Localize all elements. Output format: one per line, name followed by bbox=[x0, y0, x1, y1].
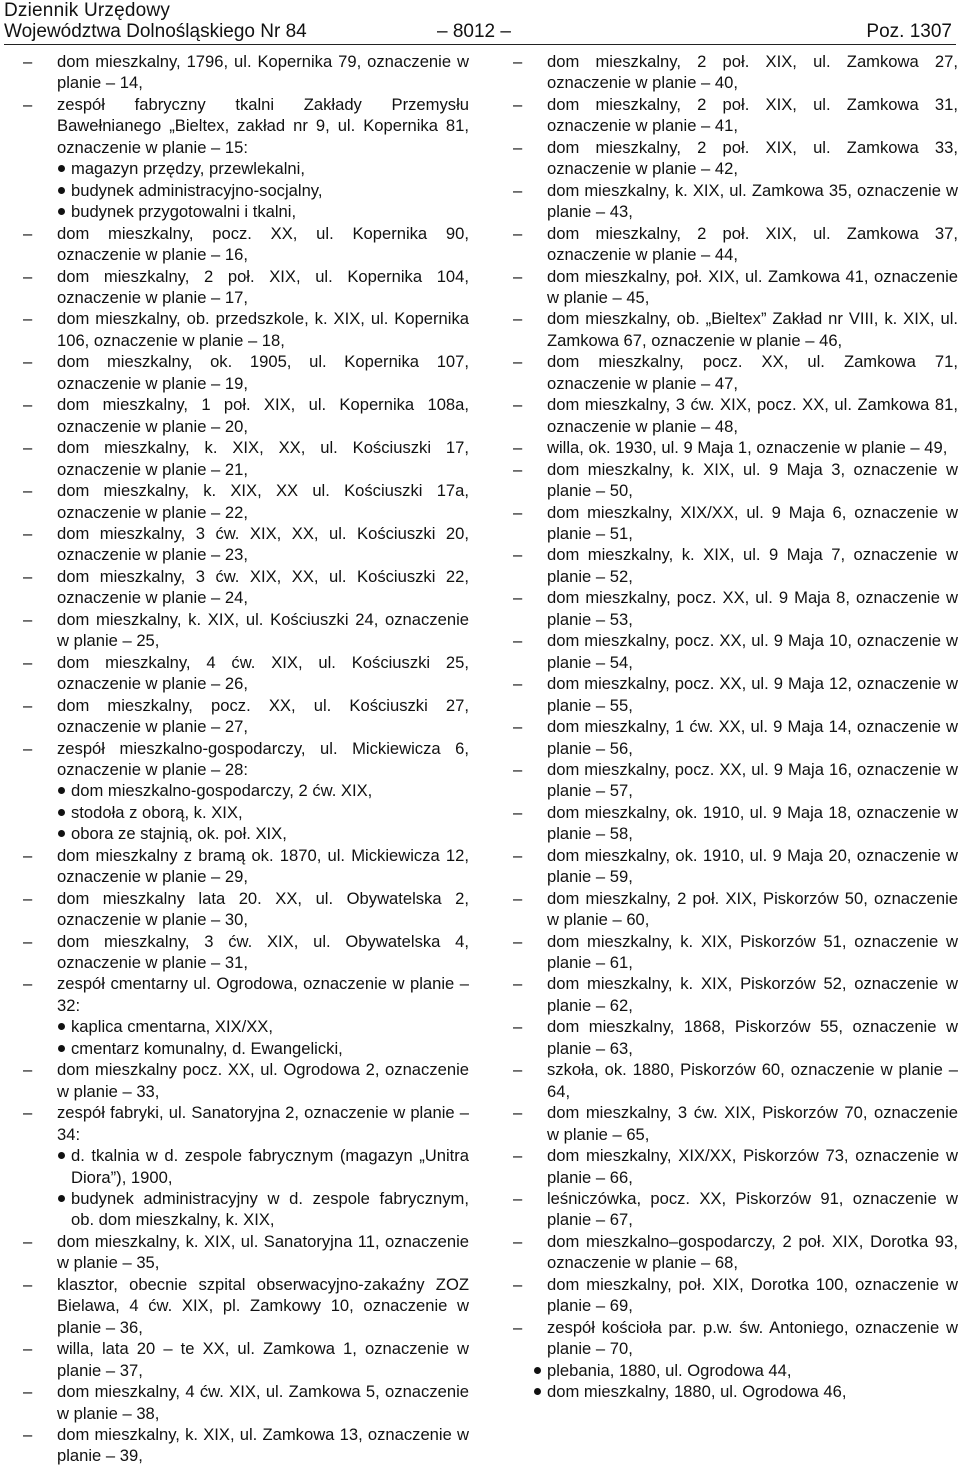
list-item: – dom mieszkalny, 3 ćw. XIX, Piskorzów 70, oznaczenie w planie – 65, bbox=[513, 1102, 958, 1145]
right-column bbox=[513, 51, 958, 1403]
list-item: – willa, ok. 1930, ul. 9 Maja 1, oznaczenie w planie – 49, bbox=[513, 437, 958, 458]
list-item: – dom mieszkalny, 1 poł. XIX, ul. Kopernika 108a, oznaczenie w planie – 20, bbox=[23, 394, 469, 437]
list-item: – zespół fabryczny tkalni Zakłady Przemysłu Bawełnianego „Bieltex, zakład nr 9, ul. Kopernika 81, oznaczenie w planie – 15: bbox=[23, 94, 469, 158]
list-item: – dom mieszkalny, k. XIX, ul. 9 Maja 3, oznaczenie w planie – 50, bbox=[513, 459, 958, 502]
page-number: – 8012 – bbox=[437, 21, 511, 42]
list-item: – dom mieszkalny, 2 poł. XIX, ul. Zamkowa 27, oznaczenie w planie – 40, bbox=[513, 51, 958, 94]
sub-list-item: budynek administracyjno-socjalny, bbox=[57, 180, 469, 201]
list-item: – zespół kościoła par. p.w. św. Antoniego, oznaczenie w planie – 70, bbox=[513, 1317, 958, 1360]
list-item: – dom mieszkalny, 3 ćw. XIX, XX, ul. Kościuszki 20, oznaczenie w planie – 23, bbox=[23, 523, 469, 566]
list-item: – dom mieszkalny, 2 poł. XIX, Piskorzów 50, oznaczenie w planie – 60, bbox=[513, 888, 958, 931]
journal-region: Województwa Dolnośląskiego Nr 84 bbox=[4, 21, 307, 42]
list-item: – zespół fabryki, ul. Sanatoryjna 2, oznaczenie w planie – 34: bbox=[23, 1102, 469, 1145]
sub-list-item: plebania, 1880, ul. Ogrodowa 44, bbox=[533, 1360, 958, 1381]
list-item: – dom mieszkalny, XIX/XX, ul. 9 Maja 6, oznaczenie w planie – 51, bbox=[513, 502, 958, 545]
list-item: – dom mieszkalny, 1796, ul. Kopernika 79, oznaczenie w planie – 14, bbox=[23, 51, 469, 94]
list-item: – dom mieszkalny, 2 poł. XIX, ul. Zamkowa 37, oznaczenie w planie – 44, bbox=[513, 223, 958, 266]
list-item: – dom mieszkalny, 2 poł. XIX, ul. Kopernika 104, oznaczenie w planie – 17, bbox=[23, 266, 469, 309]
list-item: – dom mieszkalny, 4 ćw. XIX, ul. Zamkowa 5, oznaczenie w planie – 38, bbox=[23, 1381, 469, 1424]
list-item: – dom mieszkalny, 1 ćw. XX, ul. 9 Maja 14, oznaczenie w planie – 56, bbox=[513, 716, 958, 759]
list-item: – leśniczówka, pocz. XX, Piskorzów 91, oznaczenie w planie – 67, bbox=[513, 1188, 958, 1231]
header-row bbox=[4, 21, 956, 43]
list-item: – dom mieszkalny pocz. XX, ul. Ogrodowa 2, oznaczenie w planie – 33, bbox=[23, 1059, 469, 1102]
list-item: – dom mieszkalny, pocz. XX, ul. Kopernika 90, oznaczenie w planie – 16, bbox=[23, 223, 469, 266]
list-item: – szkoła, ok. 1880, Piskorzów 60, oznaczenie w planie – 64, bbox=[513, 1059, 958, 1102]
journal-title: Dziennik Urzędowy bbox=[4, 0, 171, 21]
list-item: – klasztor, obecnie szpital obserwacyjno-zakaźny ZOZ Bielawa, 4 ćw. XIX, pl. Zamkowy 10, oznaczenie w planie – 36, bbox=[23, 1274, 469, 1338]
list-item: – dom mieszkalny, pocz. XX, ul. 9 Maja 8, oznaczenie w planie – 53, bbox=[513, 587, 958, 630]
list-item: – dom mieszkalny, k. XIX, ul. Zamkowa 13, oznaczenie w planie – 39, bbox=[23, 1424, 469, 1467]
sub-list-item: budynek administracyjny w d. zespole fabrycznym, ob. dom mieszkalny, k. XIX, bbox=[57, 1188, 469, 1231]
sub-list-item: magazyn przędzy, przewlekalni, bbox=[57, 158, 469, 179]
list-item: – dom mieszkalny, 2 poł. XIX, ul. Zamkowa 31, oznaczenie w planie – 41, bbox=[513, 94, 958, 137]
list-item: – dom mieszkalny, XIX/XX, Piskorzów 73, oznaczenie w planie – 66, bbox=[513, 1145, 958, 1188]
list-item: – dom mieszkalny, poł. XIX, ul. Zamkowa 41, oznaczenie w planie – 45, bbox=[513, 266, 958, 309]
list-item: – dom mieszkalny, 3 ćw. XIX, ul. Obywatelska 4, oznaczenie w planie – 31, bbox=[23, 931, 469, 974]
list-item: – dom mieszkalny, pocz. XX, ul. 9 Maja 12, oznaczenie w planie – 55, bbox=[513, 673, 958, 716]
list-item: – dom mieszkalny, pocz. XX, ul. Zamkowa 71, oznaczenie w planie – 47, bbox=[513, 351, 958, 394]
header-rule bbox=[4, 44, 956, 45]
list-item: – dom mieszkalny, k. XIX, Piskorzów 52, oznaczenie w planie – 62, bbox=[513, 973, 958, 1016]
list-item: – dom mieszkalny lata 20. XX, ul. Obywatelska 2, oznaczenie w planie – 30, bbox=[23, 888, 469, 931]
list-item: – dom mieszkalny, 3 ćw. XIX, XX, ul. Kościuszki 22, oznaczenie w planie – 24, bbox=[23, 566, 469, 609]
sub-list-item: d. tkalnia w d. zespole fabrycznym (magazyn „Unitra Diora”), 1900, bbox=[57, 1145, 469, 1188]
sub-list-item: kaplica cmentarna, XIX/XX, bbox=[57, 1016, 469, 1037]
page-header bbox=[4, 0, 956, 43]
list-item: – dom mieszkalny, k. XIX, ul. Sanatoryjna 11, oznaczenie w planie – 35, bbox=[23, 1231, 469, 1274]
list-item: – dom mieszkalny, k. XIX, XX, ul. Kościuszki 17, oznaczenie w planie – 21, bbox=[23, 437, 469, 480]
list-item: – dom mieszkalny, k. XIX, ul. 9 Maja 7, oznaczenie w planie – 52, bbox=[513, 544, 958, 587]
sub-list-item: dom mieszkalno-gospodarczy, 2 ćw. XIX, bbox=[57, 780, 469, 801]
list-item: – dom mieszkalny, pocz. XX, ul. 9 Maja 16, oznaczenie w planie – 57, bbox=[513, 759, 958, 802]
sub-list-item: obora ze stajnią, ok. poł. XIX, bbox=[57, 823, 469, 844]
sub-list-item: dom mieszkalny, 1880, ul. Ogrodowa 46, bbox=[533, 1381, 958, 1402]
list-item: – dom mieszkalny, pocz. XX, ul. 9 Maja 10, oznaczenie w planie – 54, bbox=[513, 630, 958, 673]
list-item: – dom mieszkalny, 1868, Piskorzów 55, oznaczenie w planie – 63, bbox=[513, 1016, 958, 1059]
sub-list-item: stodoła z oborą, k. XIX, bbox=[57, 802, 469, 823]
list-item: – dom mieszkalny, 3 ćw. XIX, pocz. XX, ul. Zamkowa 81, oznaczenie w planie – 48, bbox=[513, 394, 958, 437]
list-item: – willa, lata 20 – te XX, ul. Zamkowa 1, oznaczenie w planie – 37, bbox=[23, 1338, 469, 1381]
list-item: – dom mieszkalny, k. XIX, XX ul. Kościuszki 17a, oznaczenie w planie – 22, bbox=[23, 480, 469, 523]
list-item: – dom mieszkalny, k. XIX, ul. Kościuszki 24, oznaczenie w planie – 25, bbox=[23, 609, 469, 652]
list-item: – dom mieszkalny, ok. 1910, ul. 9 Maja 18, oznaczenie w planie – 58, bbox=[513, 802, 958, 845]
list-item: – dom mieszkalny, ok. 1910, ul. 9 Maja 20, oznaczenie w planie – 59, bbox=[513, 845, 958, 888]
list-item: – zespół cmentarny ul. Ogrodowa, oznaczenie w planie – 32: bbox=[23, 973, 469, 1016]
list-item: – dom mieszkalny, pocz. XX, ul. Kościuszki 27, oznaczenie w planie – 27, bbox=[23, 695, 469, 738]
list-item: – dom mieszkalno–gospodarczy, 2 poł. XIX, Dorotka 93, oznaczenie w planie – 68, bbox=[513, 1231, 958, 1274]
sub-list-item: cmentarz komunalny, d. Ewangelicki, bbox=[57, 1038, 469, 1059]
list-item: – dom mieszkalny, k. XIX, Piskorzów 51, oznaczenie w planie – 61, bbox=[513, 931, 958, 974]
position-number: Poz. 1307 bbox=[866, 21, 952, 42]
list-item: – dom mieszkalny, k. XIX, ul. Zamkowa 35, oznaczenie w planie – 43, bbox=[513, 180, 958, 223]
list-item: – zespół mieszkalno-gospodarczy, ul. Mickiewicza 6, oznaczenie w planie – 28: bbox=[23, 738, 469, 781]
list-item: – dom mieszkalny, ok. 1905, ul. Kopernika 107, oznaczenie w planie – 19, bbox=[23, 351, 469, 394]
left-column bbox=[23, 51, 469, 1467]
list-item: – dom mieszkalny, 2 poł. XIX, ul. Zamkowa 33, oznaczenie w planie – 42, bbox=[513, 137, 958, 180]
list-item: – dom mieszkalny, poł. XIX, Dorotka 100, oznaczenie w planie – 69, bbox=[513, 1274, 958, 1317]
sub-list-item: budynek przygotowalni i tkalni, bbox=[57, 201, 469, 222]
list-item: – dom mieszkalny, ob. „Bieltex” Zakład nr VIII, k. XIX, ul. Zamkowa 67, oznaczenie w planie – 46, bbox=[513, 308, 958, 351]
list-item: – dom mieszkalny, 4 ćw. XIX, ul. Kościuszki 25, oznaczenie w planie – 26, bbox=[23, 652, 469, 695]
list-item: – dom mieszkalny z bramą ok. 1870, ul. Mickiewicza 12, oznaczenie w planie – 29, bbox=[23, 845, 469, 888]
list-item: – dom mieszkalny, ob. przedszkole, k. XIX, ul. Kopernika 106, oznaczenie w planie – 18, bbox=[23, 308, 469, 351]
